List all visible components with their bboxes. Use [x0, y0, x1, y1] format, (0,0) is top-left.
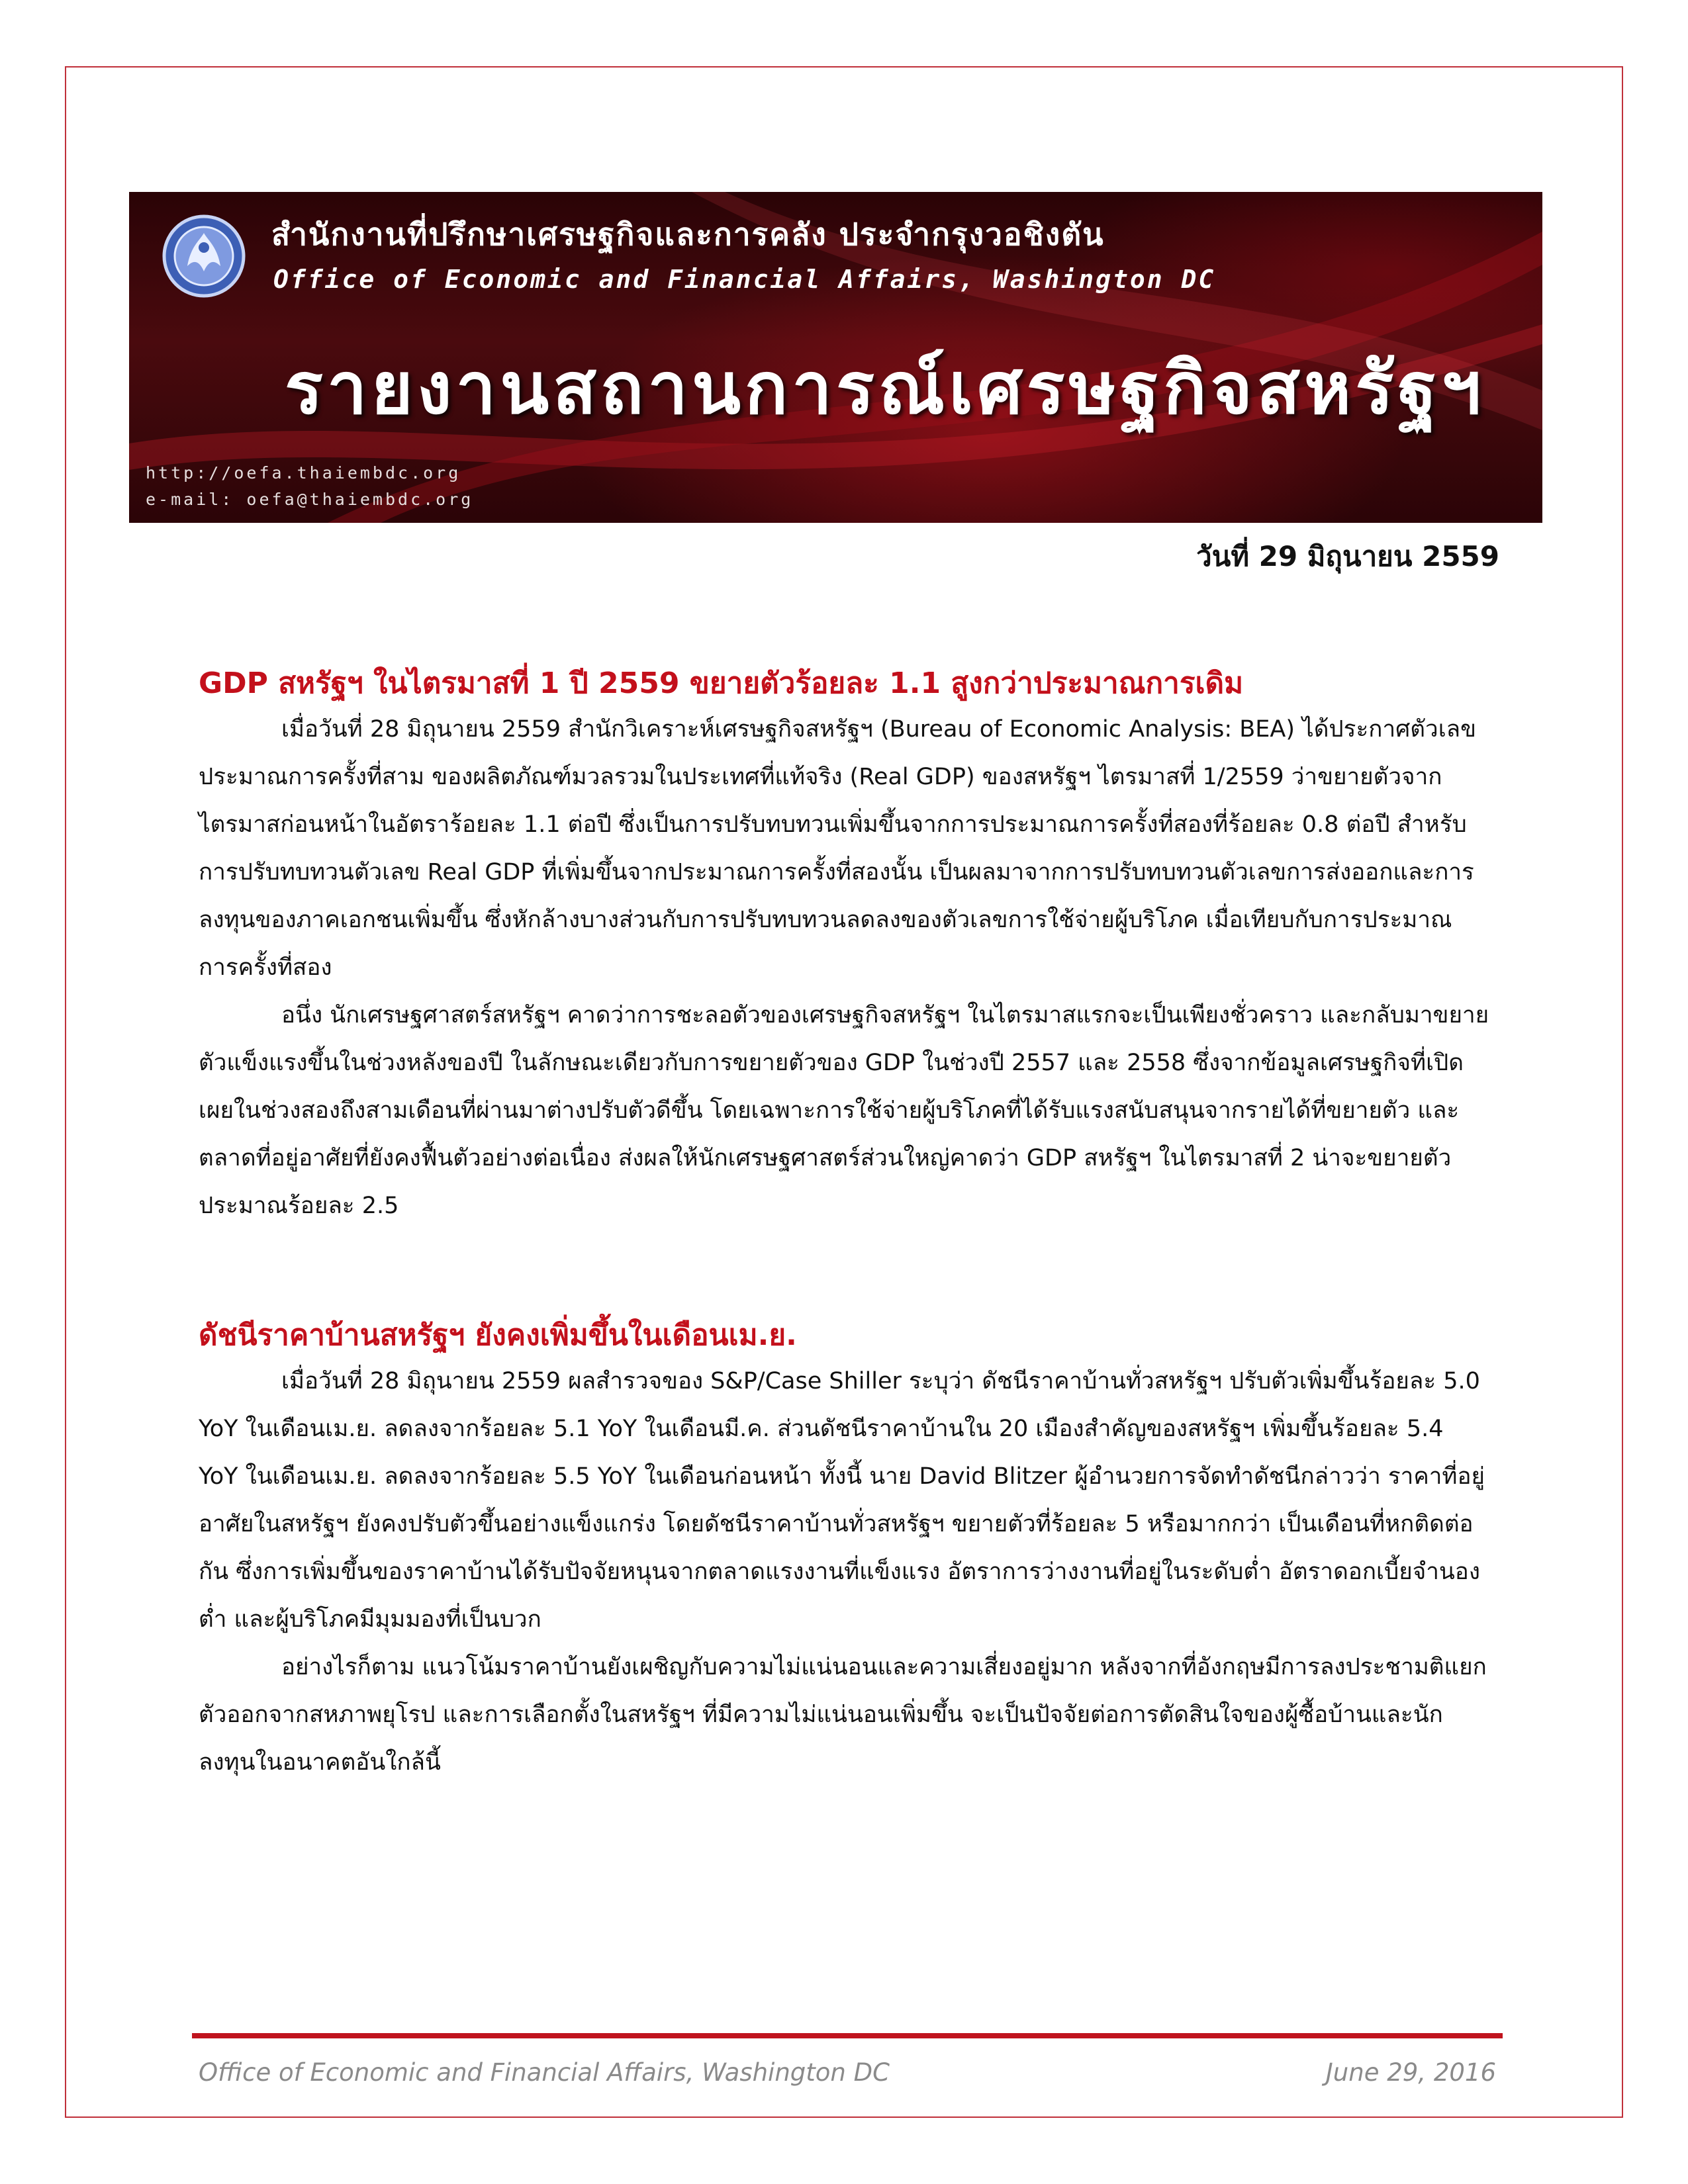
article-paragraph: เมื่อวันที่ 28 มิถุนายน 2559 ผลสำรวจของ S&P/Case Shiller ระบุว่า ดัชนีราคาบ้านทั่วสหรัฐฯ ปรับตัวเพิ่มขึ้นร้อยละ 5.0 YoY ในเดือนเม.ย. ลดลงจากร้อยละ 5.1 YoY ในเดือนมี.ค. ส่วนดัชนีราคาบ้านใน 20 เมืองสำคัญของสหรัฐฯ เพิ่มขึ้นร้อยละ 5.4 YoY ในเดือนเม.ย. ลดลงจากร้อยละ 5.5 YoY ในเดือนก่อนหน้า ทั้งนี้ นาย David Blitzer ผู้อำนวยการจัดทำดัชนีกล่าวว่า ราคาที่อยู่อาศัยในสหรัฐฯ ยังคงปรับตัวขึ้นอย่างแข็งแกร่ง โดยดัชนีราคาบ้านทั่วสหรัฐฯ ขยายตัวที่ร้อยละ 5 หรือมากกว่า เป็นเดือนที่หกติดต่อกัน ซึ่งการเพิ่มขึ้นของราคาบ้านได้รับปัจจัยหนุนจากตลาดแรงงานที่แข็งแรง อัตราการว่างงานที่อยู่ในระดับต่ำ อัตราดอกเบี้ยจำนองต่ำ และผู้บริโภคมีมุมมองที่เป็นบวก	[199, 1368, 1485, 1633]
footer-org: Office of Economic and Financial Affairs, Washington DC	[199, 2058, 890, 2087]
article-home-price	[199, 1314, 1489, 1786]
article-paragraph: อย่างไรก็ตาม แนวโน้มราคาบ้านยังเผชิญกับความไม่แน่นอนและความเสี่ยงอยู่มาก หลังจากที่อังกฤษมีการลงประชามติแยกตัวออกจากสหภาพยุโรป และการเลือกตั้งในสหรัฐฯ ที่มีความไม่แน่นอนเพิ่มขึ้น จะเป็นปัจจัยต่อการตัดสินใจของผู้ซื้อบ้านและนักลงทุนในอนาคตอันใกล้นี้	[199, 1654, 1487, 1776]
footer-date: June 29, 2016	[1325, 2058, 1496, 2087]
banner-website: http://oefa.thaiembdc.org	[146, 463, 461, 482]
article-paragraph: เมื่อวันที่ 28 มิถุนายน 2559 สำนักวิเคราะห์เศรษฐกิจสหรัฐฯ (Bureau of Economic Analysis: BEA) ได้ประกาศตัวเลขประมาณการครั้งที่สาม ของผลิตภัณฑ์มวลรวมในประเทศที่แท้จริง (Real GDP) ของสหรัฐฯ ไตรมาสที่ 1/2559 ว่าขยายตัวจากไตรมาสก่อนหน้าในอัตราร้อยละ 1.1 ต่อปี ซึ่งเป็นการปรับทบทวนเพิ่มขึ้นจากการประมาณการครั้งที่สองที่ร้อยละ 0.8 ต่อปี สำหรับการปรับทบทวนตัวเลข Real GDP ที่เพิ่มขึ้นจากประมาณการครั้งที่สองนั้น เป็นผลมาจากการปรับทบทวนตัวเลขการส่งออกและการลงทุนของภาคเอกชนเพิ่มขึ้น ซึ่งหักล้างบางส่วนกับการปรับทบทวนลดลงของตัวเลขการใช้จ่ายผู้บริโภค เมื่อเทียบกับการประมาณการครั้งที่สอง	[199, 716, 1477, 981]
article-heading: ดัชนีราคาบ้านสหรัฐฯ ยังคงเพิ่มขึ้นในเดือนเม.ย.	[199, 1318, 797, 1352]
article-heading: GDP สหรัฐฯ ในไตรมาสที่ 1 ปี 2559 ขยายตัวร้อยละ 1.1 สูงกว่าประมาณการเดิม	[199, 666, 1244, 700]
banner-org-name-thai: สำนักงานที่ปรึกษาเศรษฐกิจและการคลัง ประจำกรุงวอชิงตัน	[271, 216, 1105, 252]
banner-org-name-english: Office of Economic and Financial Affairs, Washington DC	[273, 265, 1216, 294]
report-title: รายงานสถานการณ์เศรษฐกิจสหรัฐฯ	[285, 347, 1485, 430]
royal-seal-icon	[161, 213, 247, 299]
article-gdp	[199, 662, 1489, 1230]
report-date: วันที่ 29 มิถุนายน 2559	[1196, 540, 1499, 572]
header-banner	[129, 192, 1542, 523]
footer-divider	[192, 2033, 1503, 2038]
article-paragraph: อนึ่ง นักเศรษฐศาสตร์สหรัฐฯ คาดว่าการชะลอตัวของเศรษฐกิจสหรัฐฯ ในไตรมาสแรกจะเป็นเพียงชั่วคราว และกลับมาขยายตัวแข็งแรงขึ้นในช่วงหลังของปี ในลักษณะเดียวกับการขยายตัวของ GDP ในช่วงปี 2557 และ 2558 ซึ่งจากข้อมูลเศรษฐกิจที่เปิดเผยในช่วงสองถึงสามเดือนที่ผ่านมาต่างปรับตัวดีขึ้น โดยเฉพาะการใช้จ่ายผู้บริโภคที่ได้รับแรงสนับสนุนจากรายได้ที่ขยายตัว และตลาดที่อยู่อาศัยที่ยังคงฟื้นตัวอย่างต่อเนื่อง ส่งผลให้นักเศรษฐศาสตร์ส่วนใหญ่คาดว่า GDP สหรัฐฯ ในไตรมาสที่ 2 น่าจะขยายตัวประมาณร้อยละ 2.5	[199, 1002, 1489, 1219]
banner-email: e-mail: oefa@thaiembdc.org	[146, 490, 474, 509]
